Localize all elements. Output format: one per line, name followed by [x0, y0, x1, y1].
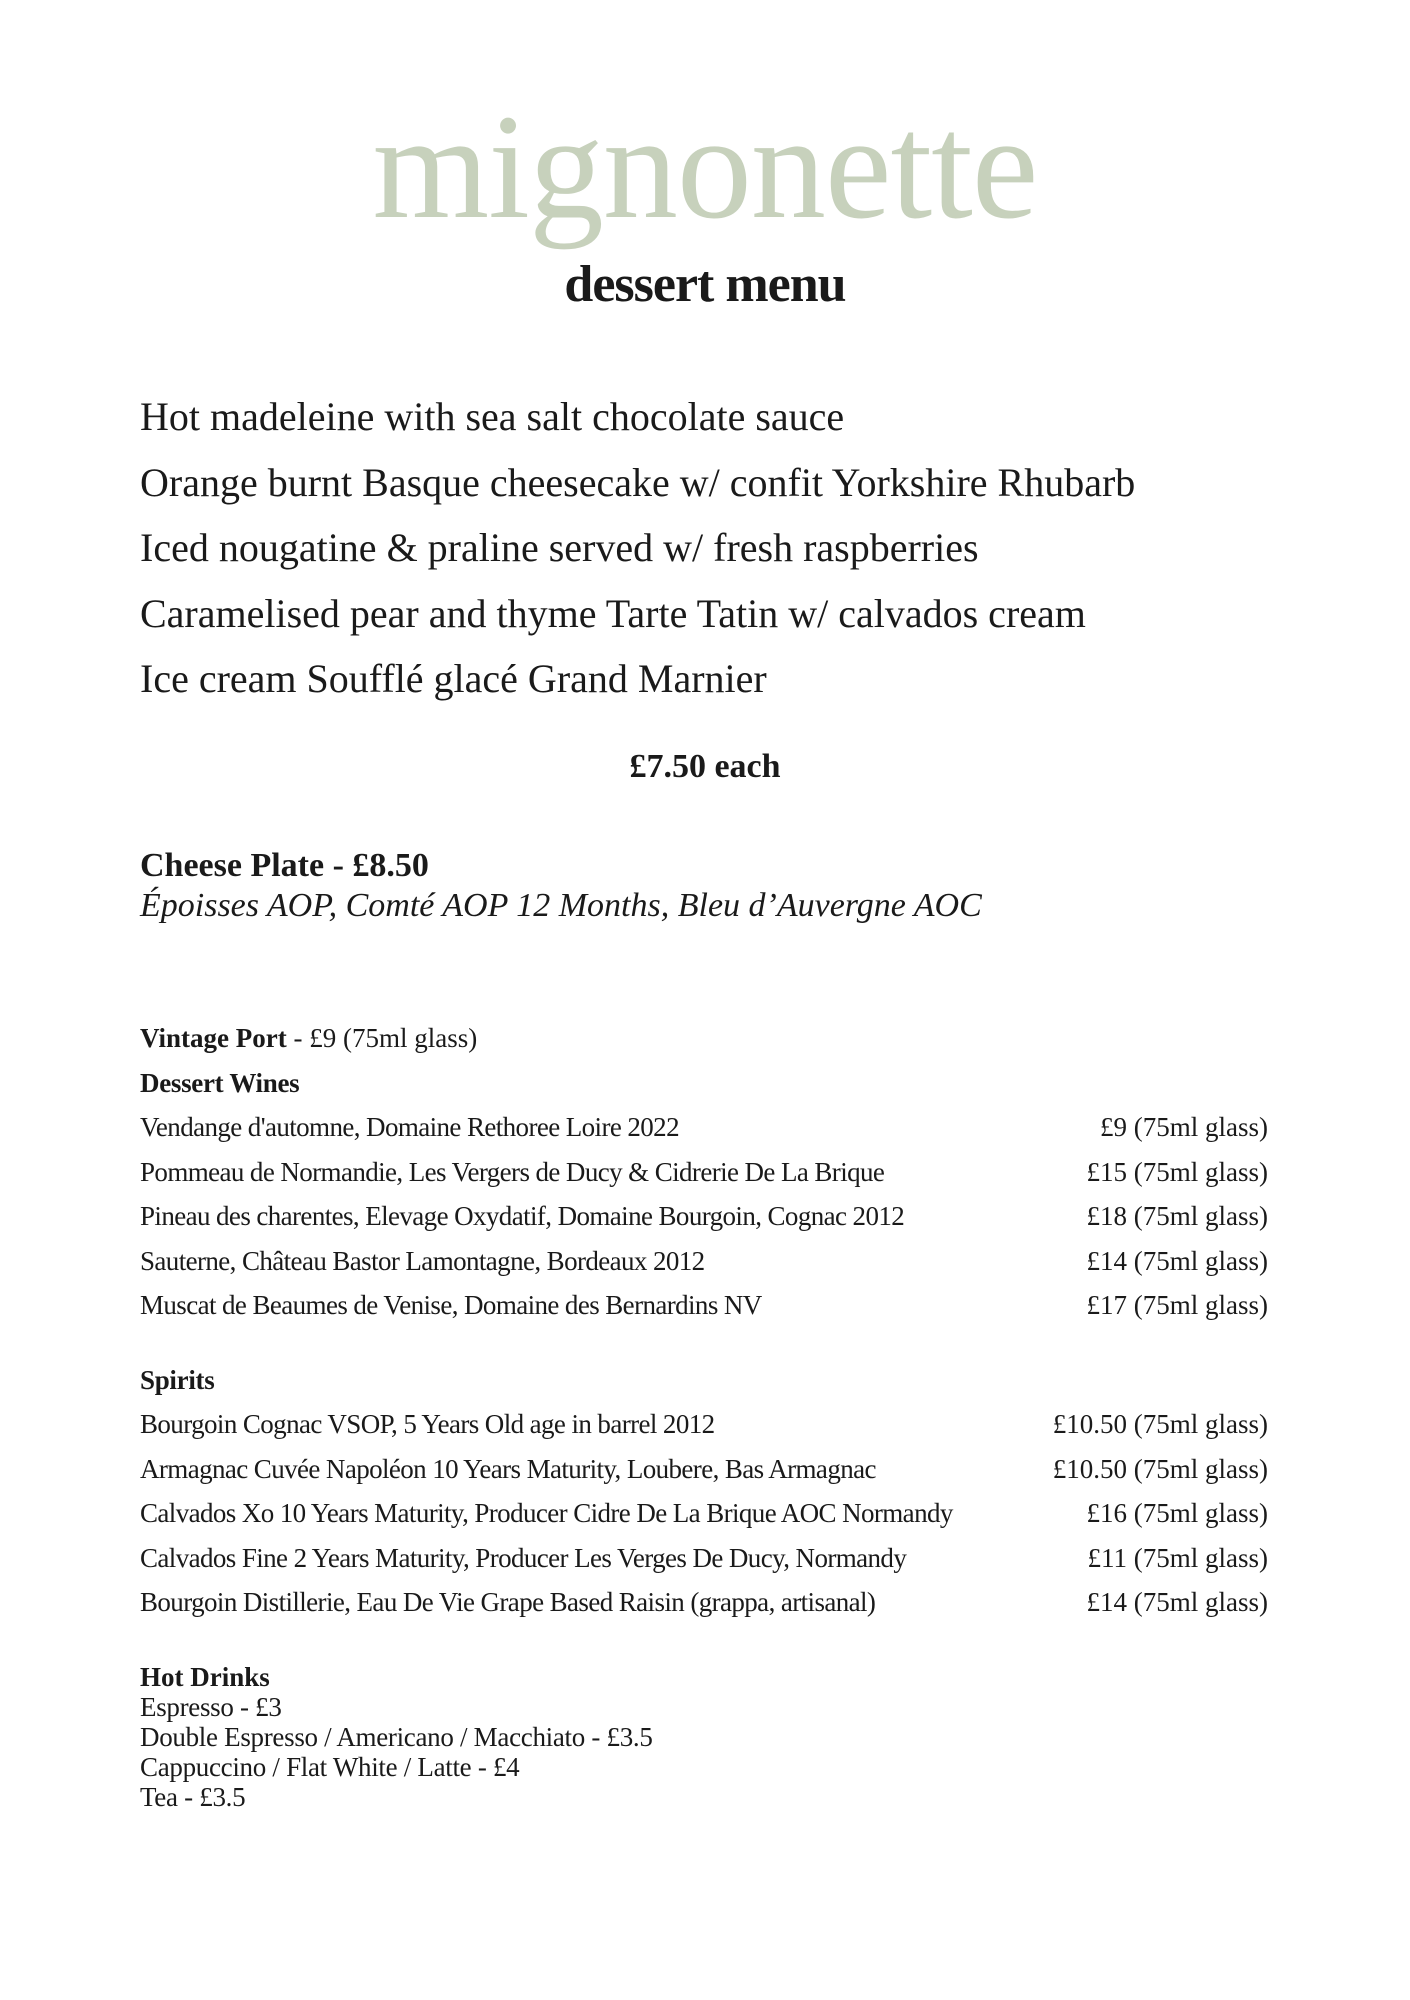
spirit-row [140, 1402, 1268, 1447]
wine-price: £14 (75ml glass) [1086, 1245, 1268, 1276]
dessert-wines-heading: Dessert Wines [140, 1067, 300, 1098]
spirit-price: £10.50 (75ml glass) [1052, 1453, 1268, 1484]
hot-drinks-heading: Hot Drinks [140, 1662, 270, 1692]
spirit-name: Bourgoin Cognac VSOP, 5 Years Old age in barrel 2012 [140, 1409, 715, 1439]
spirit-row [140, 1536, 1268, 1581]
section-spacer [140, 1328, 1268, 1358]
wine-name: Vendange d'automne, Domaine Rethoree Loire 2022 [140, 1112, 679, 1142]
spirit-row [140, 1580, 1268, 1625]
wine-name: Pommeau de Normandie, Les Vergers de Ducy & Cidrerie De La Brique [140, 1156, 885, 1187]
wine-row [140, 1105, 1268, 1150]
spirit-price: £16 (75ml glass) [1086, 1498, 1268, 1528]
dessert-list [140, 384, 1320, 712]
dessert-item: Caramelised pear and thyme Tarte Tatin w/ calvados cream [140, 590, 1086, 636]
wine-price: £9 (75ml glass) [1100, 1112, 1268, 1142]
wine-price: £15 (75ml glass) [1086, 1156, 1268, 1187]
dessert-item: Iced nougatine & praline served w/ fresh raspberries [140, 525, 979, 570]
wine-name: Sauterne, Château Bastor Lamontagne, Bordeaux 2012 [140, 1245, 705, 1276]
wine-row [140, 1150, 1268, 1195]
wine-row [140, 1239, 1268, 1284]
cheese-section [140, 846, 1320, 926]
dessert-item: Ice cream Soufflé glacé Grand Marnier [140, 656, 767, 701]
spirit-name: Armagnac Cuvée Napoléon 10 Years Maturity, Loubere, Bas Armagnac [140, 1453, 876, 1484]
wine-name: Muscat de Beaumes de Venise, Domaine des Bernardins NV [140, 1290, 762, 1320]
hot-drink-item: Cappuccino / Flat White / Latte - £4 [140, 1752, 520, 1782]
brand-logo: mignonette [372, 84, 1038, 250]
dessert-item: Hot madeleine with sea salt chocolate sauce [140, 394, 845, 439]
hot-drinks-section [140, 1662, 1140, 1812]
spirit-price: £10.50 (75ml glass) [1052, 1409, 1268, 1439]
vintage-port-price: - £9 (75ml glass) [286, 1023, 478, 1053]
spirit-price: £11 (75ml glass) [1087, 1542, 1268, 1573]
wine-price: £18 (75ml glass) [1086, 1201, 1268, 1231]
cheese-title: Cheese Plate - £8.50 [140, 847, 429, 884]
wine-row [140, 1283, 1268, 1328]
menu-title: dessert menu [564, 256, 846, 313]
vintage-port-label: Vintage Port [140, 1023, 287, 1053]
spirit-name: Calvados Fine 2 Years Maturity, Producer Les Verges De Ducy, Normandy [140, 1542, 907, 1573]
vintage-port-line [140, 1016, 1268, 1061]
wine-row [140, 1194, 1268, 1239]
dessert-item: Orange burnt Basque cheesecake w/ confit Yorkshire Rhubarb [140, 459, 1136, 505]
spirit-row [140, 1447, 1268, 1492]
spirit-name: Calvados Xo 10 Years Maturity, Producer Cidre De La Brique AOC Normandy [140, 1498, 953, 1528]
wine-price: £17 (75ml glass) [1086, 1290, 1268, 1320]
hot-drink-item: Espresso - £3 [140, 1692, 282, 1722]
spirit-price: £14 (75ml glass) [1086, 1587, 1268, 1617]
spirits-heading: Spirits [140, 1364, 215, 1395]
cheese-description: Époisses AOP, Comté AOP 12 Months, Bleu d’Auvergne AOC [140, 887, 982, 924]
hot-drink-item: Tea - £3.5 [140, 1782, 246, 1812]
hot-drink-item: Double Espresso / Americano / Macchiato - £3.5 [140, 1722, 653, 1752]
spirit-row [140, 1491, 1268, 1536]
spirit-name: Bourgoin Distillerie, Eau De Vie Grape Based Raisin (grappa, artisanal) [140, 1587, 876, 1617]
dessert-price: £7.50 each [629, 748, 781, 785]
wine-name: Pineau des charentes, Elevage Oxydatif, Domaine Bourgoin, Cognac 2012 [140, 1201, 905, 1231]
drinks-section [140, 1016, 1268, 1625]
